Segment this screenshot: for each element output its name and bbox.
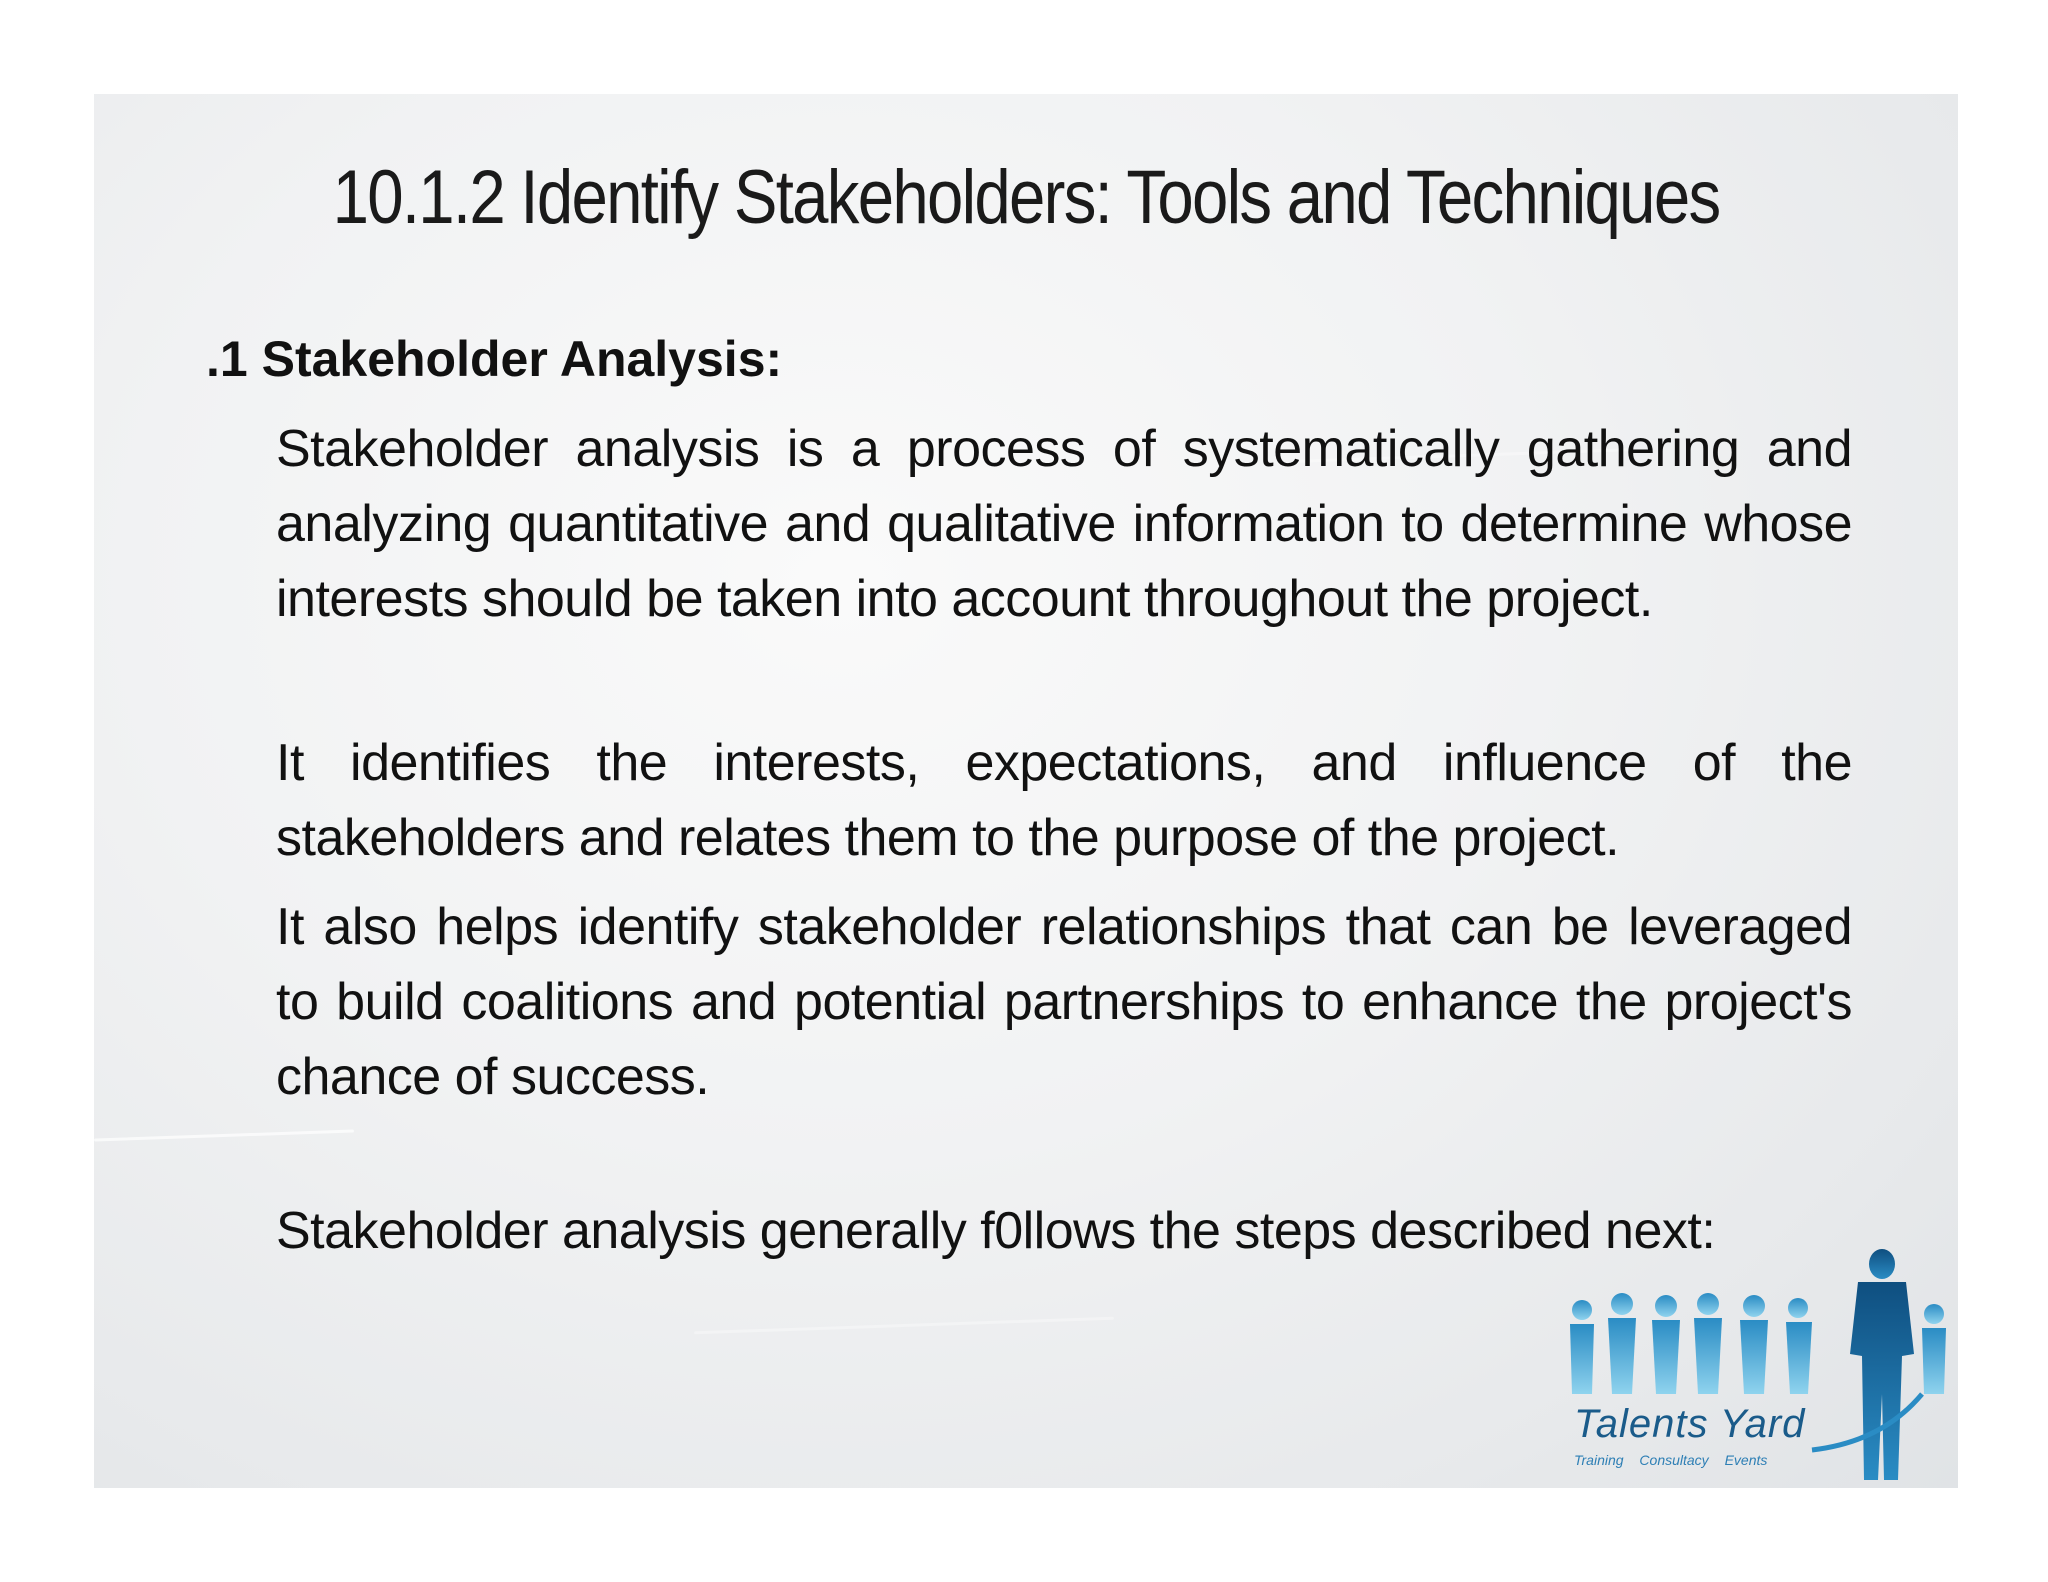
slide-title: 10.1.2 Identify Stakeholders: Tools and Techniques bbox=[332, 155, 1720, 240]
paragraph-definition: Stakeholder analysis is a process of systematically gathering and analyzing quantitative and qualitative information to determine whose interests should be taken into account throughout the project. bbox=[276, 420, 1852, 628]
section-heading: .1 Stakeholder Analysis: bbox=[206, 331, 783, 387]
paragraph-relationships: It also helps identify stakeholder relationships that can be leveraged to build coalitions and potential partnerships to enhance the project's chance of success. bbox=[276, 898, 1852, 1106]
logo-brand-text: Talents Yard bbox=[1574, 1402, 1806, 1446]
texture-streak bbox=[94, 1129, 354, 1141]
texture-streak bbox=[694, 1317, 1114, 1335]
slide bbox=[94, 94, 1958, 1488]
paragraph-steps: Stakeholder analysis generally f0llows the steps described next: bbox=[276, 1202, 1716, 1260]
logo-tagline-text: Training Consultacy Events bbox=[1574, 1452, 1768, 1468]
paragraph-identifies: It identifies the interests, expectations, and influence of the stakeholders and relates them to the purpose of the project. bbox=[276, 734, 1852, 867]
